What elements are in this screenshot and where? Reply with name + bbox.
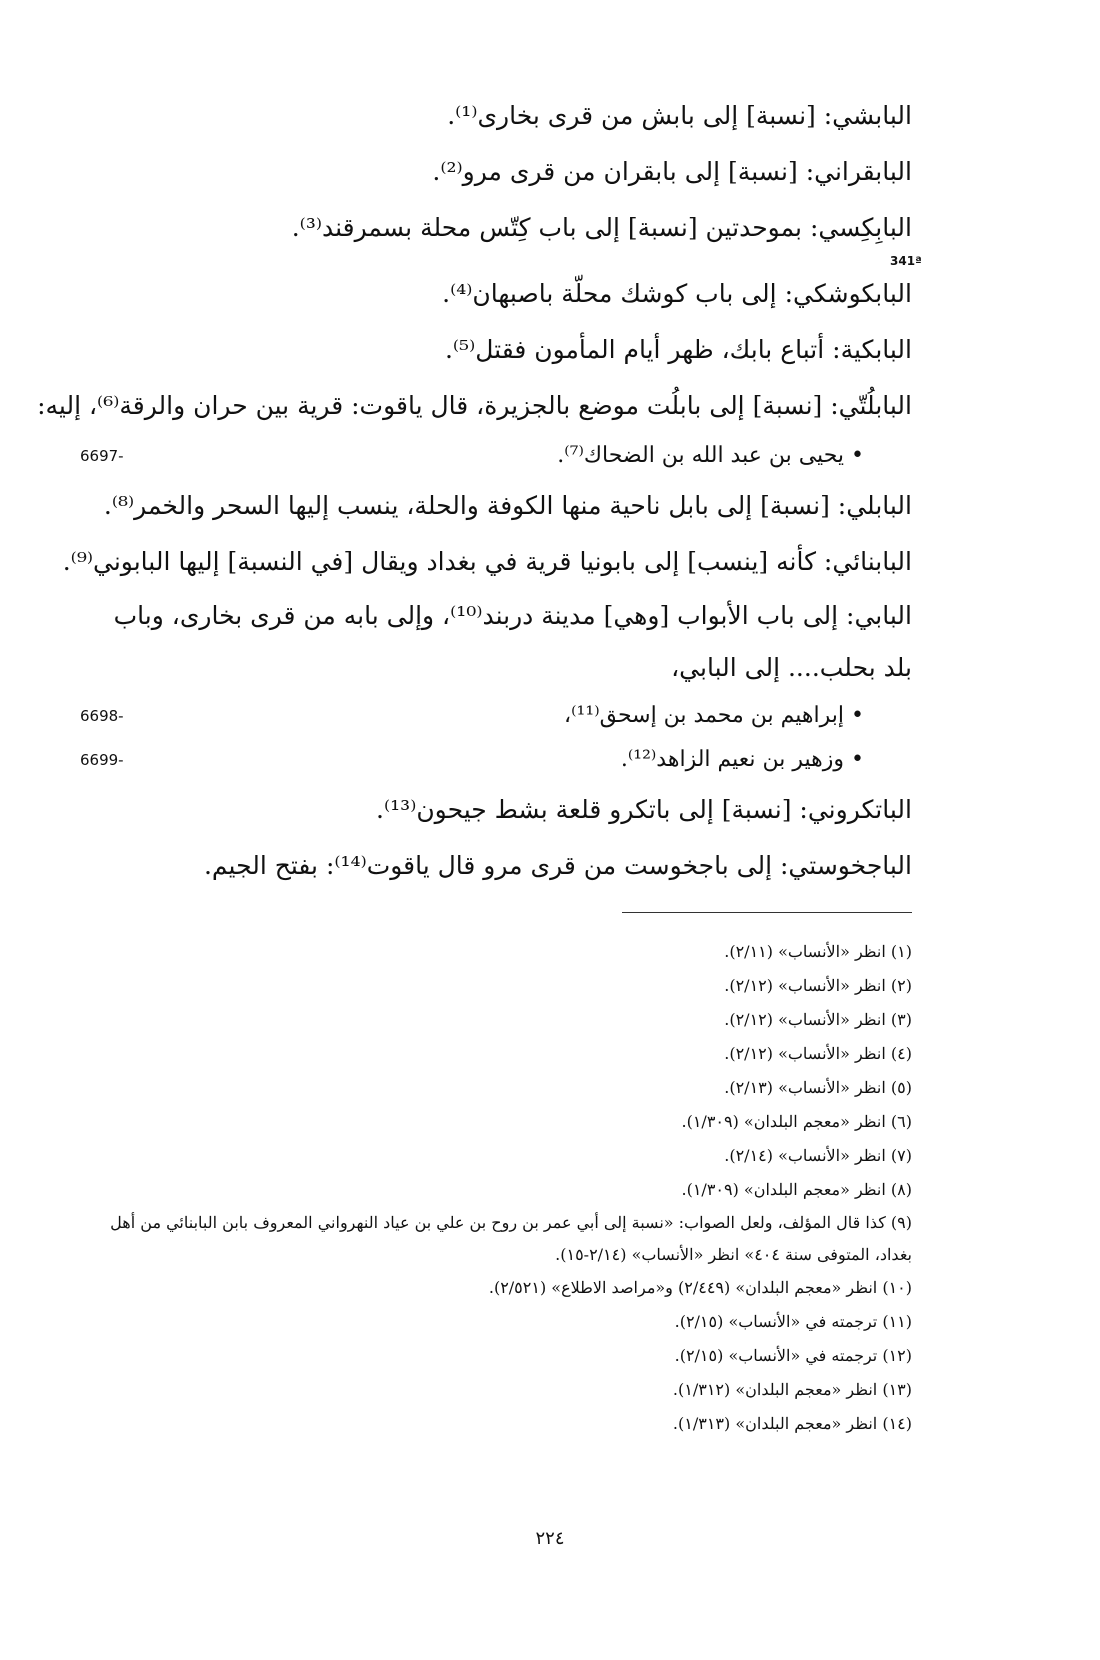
entry: البابكوشكي: إلى باب كوشك محلّة باصبهان⁽⁴⁾. xyxy=(442,279,912,308)
entry: البابكية: أتباع بابك، ظهر أيام المأمون فقتل⁽⁵⁾. xyxy=(444,335,912,364)
entry-number: 6697- xyxy=(80,447,124,465)
footnote: (١٠) انظر «معجم البلدان» (٢/٤٤٩) و«مراصد الاطلاع» (٢/٥٢١). xyxy=(488,1278,912,1297)
footnote: (١٢) ترجمته في «الأنساب» (٢/١٥). xyxy=(674,1346,912,1365)
footnote: (٨) انظر «معجم البلدان» (١/٣٠٩). xyxy=(681,1180,912,1199)
entry: البابشي: [نسبة] إلى بابش من قرى بخارى⁽¹⁾. xyxy=(447,101,912,130)
page-number: ٢٢٤ xyxy=(535,1528,565,1549)
footnotes xyxy=(80,935,912,1441)
person-entry xyxy=(80,694,912,738)
person-entry xyxy=(80,738,912,782)
footnote: (٩) كذا قال المؤلف، ولعل الصواب: «نسبة إلى أبي عمر بن روح بن علي بن عياد النهرواني المعروف بابن البابنائي من أهل بغداد، المتوفى سنة ٤٠٤» انظر «الأنساب» (٢/١٤-١٥). xyxy=(110,1213,912,1264)
main-text xyxy=(37,88,922,894)
entry-number: 6699- xyxy=(80,751,124,769)
footnote: (١) انظر «الأنساب» (٢/١١). xyxy=(724,942,912,961)
entry: البابلي: [نسبة] إلى بابل ناحية منها الكوفة والحلة، ينسب إليها السحر والخمر⁽⁸⁾. xyxy=(103,491,912,520)
footnote: (١١) ترجمته في «الأنساب» (٢/١٥). xyxy=(674,1312,912,1331)
entry: الباجخوستي: إلى باجخوست من قرى مرو قال ياقوت⁽¹⁴⁾: بفتح الجيم. xyxy=(203,851,912,880)
person-entry xyxy=(80,434,912,478)
entry: البابنائي: كأنه [ينسب] إلى بابونيا قرية في بغداد ويقال [في النسبة] إليها البابوني⁽⁹⁾. xyxy=(62,547,912,576)
footnote: (٥) انظر «الأنساب» (٢/١٣). xyxy=(724,1078,912,1097)
footnote: (٦) انظر «معجم البلدان» (١/٣٠٩). xyxy=(681,1112,912,1131)
person-text: • يحيى بن عبد الله بن الضحاك⁽⁷⁾. xyxy=(557,443,864,468)
entry: البابلُتّي: [نسبة] إلى بابلُت موضع بالجزيرة، قال ياقوت: قرية بين حران والرقة⁽⁶⁾، إليه: xyxy=(37,391,912,420)
footnote: (٧) انظر «الأنساب» (٢/١٤). xyxy=(724,1146,912,1165)
footnote-divider xyxy=(622,912,912,913)
entry: البابي: إلى باب الأبواب [وهي] مدينة دربند⁽¹⁰⁾، وإلى بابه من قرى بخارى، وباب بلد بحلب.... إلى البابي، xyxy=(113,601,912,682)
entry: الباتكروني: [نسبة] إلى باتكرو قلعة بشط جيحون⁽¹³⁾. xyxy=(376,795,912,824)
footnote: (١٣) انظر «معجم البلدان» (١/٣١٢). xyxy=(672,1380,912,1399)
footnote: (٢) انظر «الأنساب» (٢/١٢). xyxy=(724,976,912,995)
footnote: (١٤) انظر «معجم البلدان» (١/٣١٣). xyxy=(672,1414,912,1433)
person-text: • وزهير بن نعيم الزاهد⁽¹²⁾. xyxy=(620,747,864,772)
footnote: (٣) انظر «الأنساب» (٢/١٢). xyxy=(724,1010,912,1029)
person-text: • إبراهيم بن محمد بن إسحق⁽¹¹⁾، xyxy=(564,703,864,728)
footnote: (٤) انظر «الأنساب» (٢/١٢). xyxy=(724,1044,912,1063)
entry-number: 6698- xyxy=(80,707,124,725)
entry: البابِكِسي: بموحدتين [نسبة] إلى باب كِتّس محلة بسمرقند⁽³⁾. xyxy=(291,213,912,242)
folio-marker: 341ª xyxy=(890,254,922,268)
entry: البابقراني: [نسبة] إلى بابقران من قرى مرو⁽²⁾. xyxy=(432,157,912,186)
